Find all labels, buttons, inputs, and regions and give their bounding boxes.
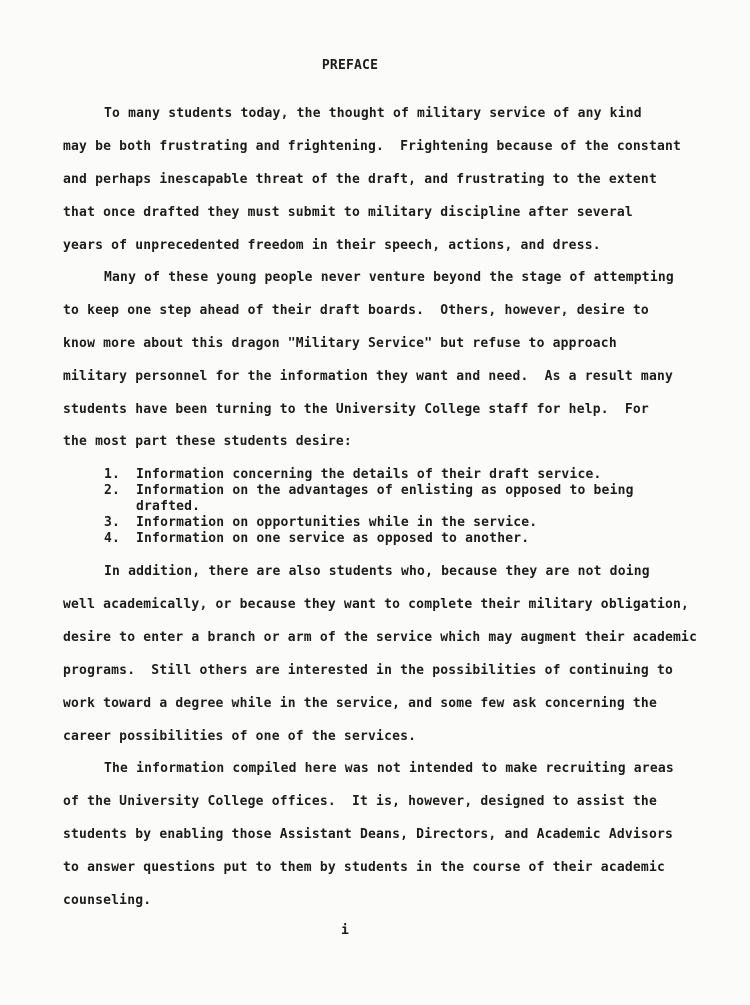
p2-line-6: the most part these students desire:: [63, 434, 352, 449]
p2-line-3: know more about this dragon "Military Service" but refuse to approach: [63, 336, 617, 351]
p1-line-5: years of unprecedented freedom in their speech, actions, and dress.: [63, 238, 601, 253]
list-number: 4.: [104, 531, 121, 546]
list-item: [104, 515, 537, 530]
list-number: 1.: [104, 467, 121, 482]
p4-line-2: of the University College offices. It is, however, designed to assist the: [63, 794, 657, 809]
p1-line-3: and perhaps inescapable threat of the draft, and frustrating to the extent: [63, 172, 657, 187]
p2-line-5: students have been turning to the University College staff for help. For: [63, 402, 649, 417]
p3-line-6: career possibilities of one of the services.: [63, 729, 417, 744]
p3-line-5: work toward a degree while in the service, and some few ask concerning the: [63, 696, 657, 711]
page-number: i: [340, 923, 350, 938]
list-number: 2.: [104, 483, 121, 498]
p2-line-4: military personnel for the information they want and need. As a result many: [63, 369, 674, 384]
page-title: PREFACE: [321, 58, 379, 73]
p2-line-2: to keep one step ahead of their draft boards. Others, however, desire to: [63, 303, 649, 318]
p3-line-2: well academically, or because they want to complete their military obligation,: [63, 597, 690, 612]
list-text: Information on one service as opposed to another.: [136, 531, 530, 546]
p4-line-3: students by enabling those Assistant Deans, Directors, and Academic Advisors: [63, 827, 674, 842]
list-text-continuation: drafted.: [136, 499, 201, 514]
p3-line-3: desire to enter a branch or arm of the service which may augment their academic: [63, 630, 698, 645]
list-item: [104, 531, 529, 546]
p1-line-4: that once drafted they must submit to military discipline after several: [63, 205, 633, 220]
p4-line-5: counseling.: [63, 893, 152, 908]
list-text: Information on the advantages of enlisting as opposed to being: [136, 483, 634, 498]
list-text: Information concerning the details of their draft service.: [136, 467, 602, 482]
p4-line-1: The information compiled here was not intended to make recruiting areas: [104, 761, 674, 776]
p1-line-2: may be both frustrating and frightening. Frightening because of the constant: [63, 139, 682, 154]
p3-line-1: In addition, there are also students who, because they are not doing: [104, 564, 650, 579]
p1-line-1: To many students today, the thought of military service of any kind: [104, 106, 642, 121]
list-item: [104, 467, 602, 482]
list-item: [104, 483, 634, 498]
list-number: 3.: [104, 515, 121, 530]
p3-line-4: programs. Still others are interested in the possibilities of continuing to: [63, 663, 674, 678]
p2-line-1: Many of these young people never venture beyond the stage of attempting: [104, 270, 674, 285]
list-text: Information on opportunities while in the service.: [136, 515, 538, 530]
p4-line-4: to answer questions put to them by students in the course of their academic: [63, 860, 665, 875]
